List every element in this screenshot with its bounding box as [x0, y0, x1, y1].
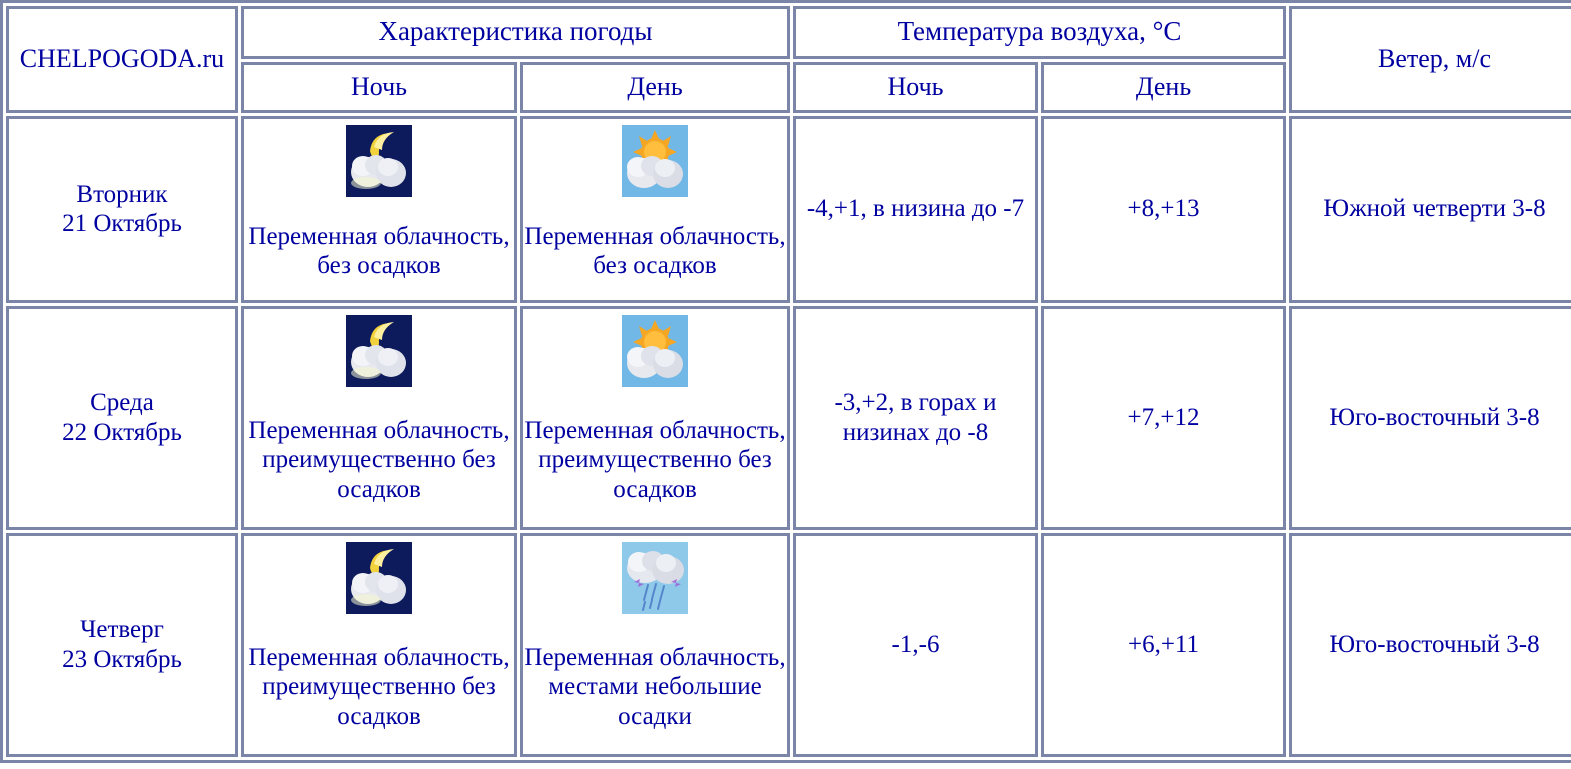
night-icon-cell	[244, 536, 514, 620]
wind-cell: Юго-восточный 3-8	[1289, 306, 1571, 530]
night-icon-cell	[244, 309, 514, 393]
moon-behind-cloud-icon	[346, 542, 412, 614]
day-icon-cell	[523, 119, 787, 203]
table-header-row-1	[6, 6, 1571, 59]
temp-day-cell: +6,+11	[1041, 533, 1286, 757]
header-weather-night: Ночь	[241, 62, 517, 113]
day-description: Переменная облачность, преимущественно без осадков	[523, 393, 787, 527]
night-description: Переменная облачность, без осадков	[244, 203, 514, 300]
header-wind-group: Ветер, м/с	[1289, 6, 1571, 113]
rain-cloud-icon	[622, 542, 688, 614]
temp-day-cell: +8,+13	[1041, 116, 1286, 303]
night-description: Переменная облачность, преимущественно без осадков	[244, 393, 514, 527]
night-icon-cell	[244, 119, 514, 203]
header-temp-day: День	[1041, 62, 1286, 113]
day-icon-cell	[523, 309, 787, 393]
date-label: 22 Октябрь	[62, 418, 182, 446]
weekday-label: Вторник	[76, 180, 168, 208]
forecast-row	[6, 533, 1571, 757]
temp-day-cell: +7,+12	[1041, 306, 1286, 530]
night-weather-cell	[241, 306, 517, 530]
date-label: 21 Октябрь	[62, 210, 182, 238]
day-description: Переменная облачность, местами небольшие осадки	[523, 620, 787, 754]
day-cell	[6, 306, 238, 530]
day-weather-cell	[520, 116, 790, 303]
day-description: Переменная облачность, без осадков	[523, 203, 787, 300]
night-description: Переменная облачность, преимущественно без осадков	[244, 620, 514, 754]
weekday-label: Среда	[90, 389, 154, 417]
wind-cell: Южной четверти 3-8	[1289, 116, 1571, 303]
day-icon-cell	[523, 536, 787, 620]
night-weather-cell	[241, 533, 517, 757]
wind-cell: Юго-восточный 3-8	[1289, 533, 1571, 757]
header-weather-day: День	[520, 62, 790, 113]
moon-behind-cloud-icon	[346, 125, 412, 197]
temp-night-cell: -4,+1, в низина до -7	[793, 116, 1038, 303]
moon-behind-cloud-icon	[346, 315, 412, 387]
date-label: 23 Октябрь	[62, 645, 182, 673]
sun-behind-cloud-icon	[622, 125, 688, 197]
site-brand: CHELPOGODA.ru	[6, 6, 238, 113]
forecast-row	[6, 116, 1571, 303]
temp-night-cell: -1,-6	[793, 533, 1038, 757]
header-weather-group: Характеристика погоды	[241, 6, 790, 59]
header-temp-night: Ночь	[793, 62, 1038, 113]
temp-night-cell: -3,+2, в горах и низинах до -8	[793, 306, 1038, 530]
header-temperature-group: Температура воздуха, °C	[793, 6, 1286, 59]
day-cell	[6, 116, 238, 303]
day-weather-cell	[520, 533, 790, 757]
forecast-row	[6, 306, 1571, 530]
sun-behind-cloud-icon	[622, 315, 688, 387]
day-weather-cell	[520, 306, 790, 530]
day-cell	[6, 533, 238, 757]
night-weather-cell	[241, 116, 517, 303]
weekday-label: Четверг	[80, 616, 164, 644]
